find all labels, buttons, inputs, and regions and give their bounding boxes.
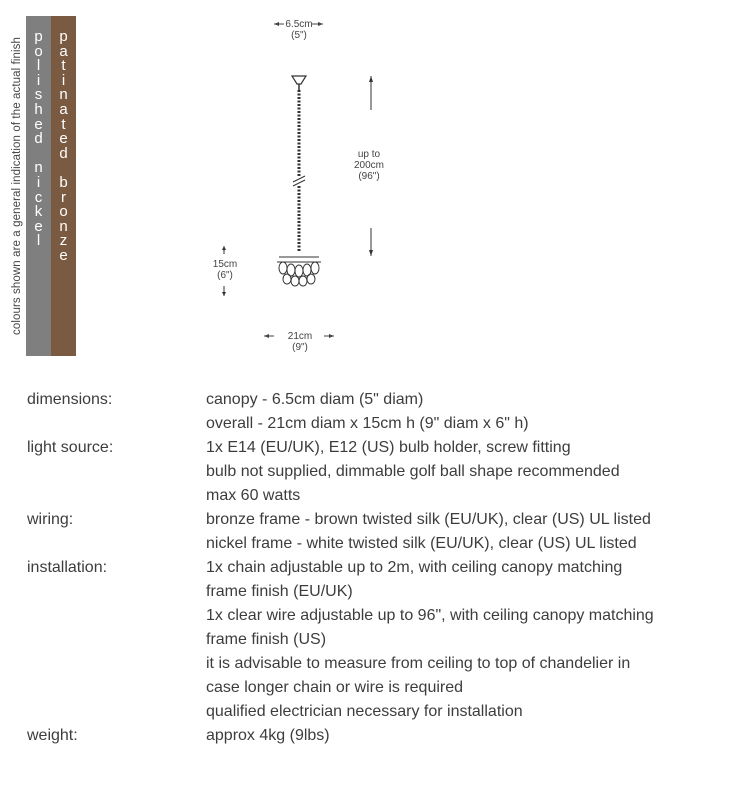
spec-row [27,556,727,724]
drop-cm: 200cm [353,160,384,171]
swatch-letter: o [34,42,43,60]
spec-values [206,508,727,556]
swatch-patinated-bronze [51,16,76,356]
spec-row [27,436,727,508]
swatch-letter: l [36,232,41,250]
swatch-letter: d [34,130,43,148]
swatch-letter: c [34,188,43,206]
canopy-width-cm: 6.5cm [285,19,313,30]
swatch-letter: l [36,57,41,75]
swatch-letter: o [59,203,68,221]
swatch-letter: t [61,57,66,75]
spec-value-line: frame finish (EU/UK) [206,583,353,600]
canopy-width-in: (5") [291,30,307,41]
spec-value-line: nickel frame - white twisted silk (EU/UK), clear (US) UL listed [206,535,637,552]
spec-values [206,724,727,748]
body-width-cm: 21cm [287,331,313,342]
pendant-diagram [180,0,440,370]
spec-label: light source: [27,439,114,456]
spec-table [27,388,727,748]
spec-value-line: 1x E14 (EU/UK), E12 (US) bulb holder, screw fitting [206,439,571,456]
spec-value-line: bronze frame - brown twisted silk (EU/UK), clear (US) UL listed [206,511,651,528]
swatch-letter: n [59,86,68,104]
spec-value-line: qualified electrician necessary for installation [206,703,523,720]
swatch-letter: k [34,203,43,221]
swatch-letter: p [59,28,68,45]
finish-note-text: colours shown are a general indication of the actual finish [11,36,23,336]
finish-note [10,16,24,356]
body-width-label [282,331,318,353]
spec-label: wiring: [27,511,74,528]
spec-value-line: case longer chain or wire is required [206,679,464,696]
spec-value-line: it is advisable to measure from ceiling to top of chandelier in [206,655,631,672]
spec-value-line: frame finish (US) [206,631,327,648]
spec-value-line: canopy - 6.5cm diam (5" diam) [206,391,424,408]
spec-values [206,556,727,724]
swatch-letter: e [59,130,68,148]
spec-label: installation: [27,559,108,576]
spec-value-line: 1x clear wire adjustable up to 96", with ceiling canopy matching [206,607,654,624]
spec-label: dimensions: [27,391,113,408]
swatch-letter: a [59,42,68,60]
drop-label [346,149,392,182]
body-width-in: (9") [292,342,308,353]
spec-values [206,436,727,508]
swatch-letter: i [61,71,66,89]
spec-row [27,724,727,748]
swatch-letter: b [59,173,68,191]
swatch-letter: e [34,115,43,133]
body-height-cm: 15cm [212,259,238,270]
body-height-in: (6") [217,270,233,281]
swatch-letter: p [34,28,43,45]
spec-value-line: overall - 21cm diam x 15cm h (9" diam x 6" h) [206,415,529,432]
swatch-letter: n [34,159,43,177]
swatch-letter: t [61,115,66,133]
swatch-letter: d [59,144,68,162]
spec-row [27,508,727,556]
spec-value-line: approx 4kg (9lbs) [206,727,330,744]
spec-label: weight: [27,727,78,744]
swatch-letter: s [34,86,43,104]
swatch-letter: i [36,71,41,89]
drop-prefix: up to [357,149,381,160]
swatch-polished-nickel [26,16,51,356]
spec-values [206,388,727,436]
swatch-letter: a [59,100,68,118]
swatch-letter: r [61,188,66,206]
spec-row [27,388,727,436]
chandelier-drawing [180,0,440,370]
spec-value-line: max 60 watts [206,487,301,504]
swatch-letter: z [59,232,68,250]
body-height-label [208,259,242,281]
spec-value-line: bulb not supplied, dimmable golf ball shape recommended [206,463,620,480]
swatch-letter: e [34,217,43,235]
drop-in: (96") [358,171,380,182]
swatch-letter: h [34,100,43,118]
canopy-width-label [280,19,318,41]
swatch-letter: e [59,246,68,264]
swatch-letter: i [36,173,41,191]
swatch-letter: n [59,217,68,235]
spec-value-line: 1x chain adjustable up to 2m, with ceiling canopy matching [206,559,623,576]
